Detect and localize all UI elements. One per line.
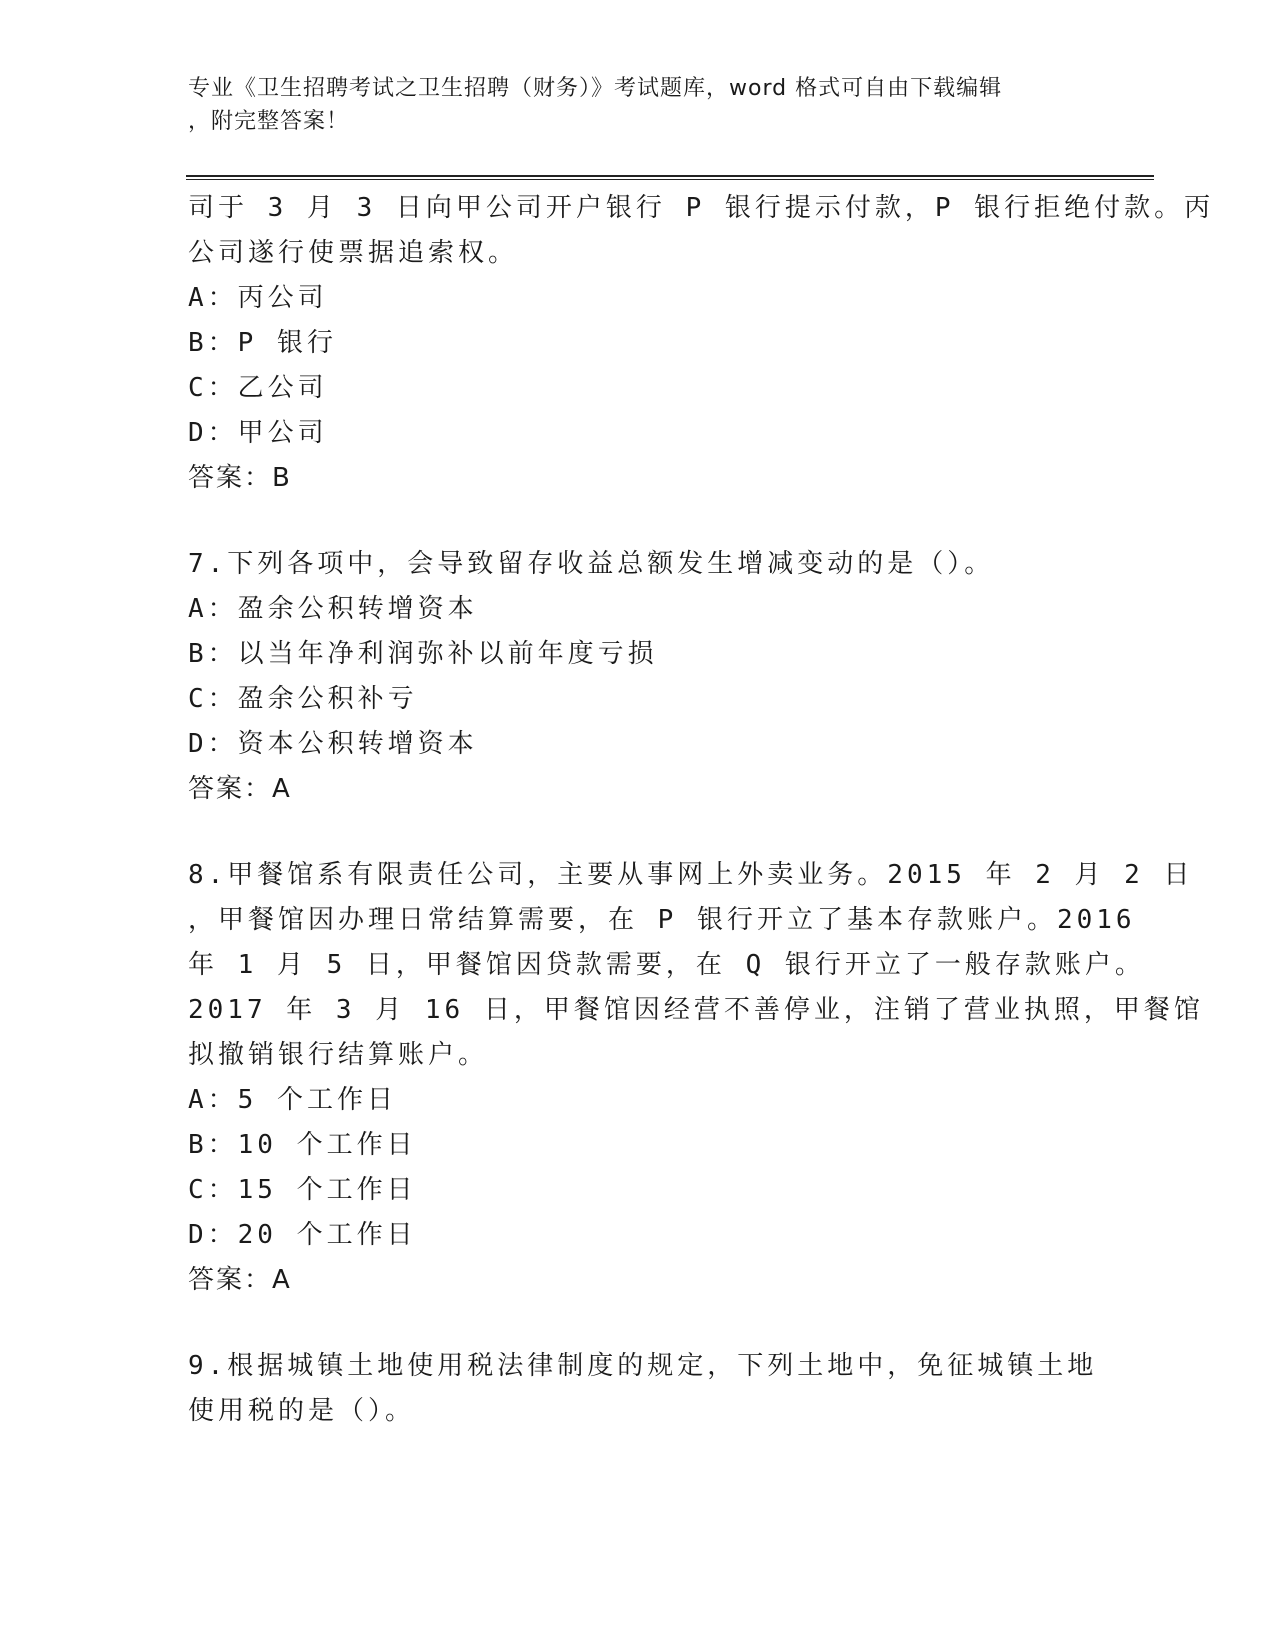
question-stem-line: 拟撤销银行结算账户。 bbox=[188, 1040, 489, 1070]
header-divider bbox=[186, 175, 1154, 180]
spacer bbox=[188, 812, 1088, 853]
option-a: A：盈余公积转增资本 bbox=[188, 594, 478, 624]
spacer bbox=[188, 1303, 1088, 1344]
option-b: B：P 银行 bbox=[188, 328, 337, 358]
header-line-1: 专业《卫生招聘考试之卫生招聘（财务）》考试题库，word 格式可自由下载编辑 bbox=[188, 76, 1003, 101]
option-b: B：10 个工作日 bbox=[188, 1130, 417, 1160]
option-d: D：甲公司 bbox=[188, 418, 328, 448]
option-c: C：乙公司 bbox=[188, 373, 328, 403]
page-header bbox=[188, 72, 1068, 138]
option-b: B：以当年净利润弥补以前年度亏损 bbox=[188, 639, 658, 669]
question-stem-line: 8.甲餐馆系有限责任公司，主要从事网上外卖业务。2015 年 2 月 2 日 bbox=[188, 860, 1194, 890]
question-7 bbox=[188, 542, 1088, 812]
question-8 bbox=[188, 853, 1204, 1303]
option-a: A：丙公司 bbox=[188, 283, 328, 313]
header-line-2: ，附完整答案！ bbox=[188, 109, 350, 134]
question-stem-line: 公司遂行使票据追索权。 bbox=[188, 238, 519, 268]
answer-line: 答案：B bbox=[188, 463, 292, 493]
question-stem-line: 9.根据城镇土地使用税法律制度的规定，下列土地中，免征城镇土地 bbox=[188, 1351, 1098, 1381]
question-stem-line: 7.下列各项中，会导致留存收益总额发生增减变动的是（）。 bbox=[188, 549, 995, 579]
option-c: C：盈余公积补亏 bbox=[188, 684, 418, 714]
question-stem-line: 2017 年 3 月 16 日，甲餐馆因经营不善停业，注销了营业执照，甲餐馆 bbox=[188, 995, 1204, 1025]
spacer bbox=[188, 501, 1088, 542]
question-stem-line: ，甲餐馆因办理日常结算需要，在 P 银行开立了基本存款账户。2016 bbox=[188, 905, 1136, 935]
question-stem-line: 司于 3 月 3 日向甲公司开户银行 P 银行提示付款，P 银行拒绝付款。丙 bbox=[188, 193, 1215, 223]
question-list bbox=[188, 186, 1215, 1434]
question-9 bbox=[188, 1344, 1098, 1434]
option-d: D：资本公积转增资本 bbox=[188, 729, 478, 759]
option-d: D：20 个工作日 bbox=[188, 1220, 417, 1250]
answer-line: 答案：A bbox=[188, 774, 292, 804]
option-a: A：5 个工作日 bbox=[188, 1085, 397, 1115]
answer-line: 答案：A bbox=[188, 1265, 292, 1295]
question-6 bbox=[188, 186, 1215, 501]
question-stem-line: 使用税的是（）。 bbox=[188, 1396, 416, 1426]
option-c: C：15 个工作日 bbox=[188, 1175, 417, 1205]
question-stem-line: 年 1 月 5 日，甲餐馆因贷款需要，在 Q 银行开立了一般存款账户。 bbox=[188, 950, 1145, 980]
